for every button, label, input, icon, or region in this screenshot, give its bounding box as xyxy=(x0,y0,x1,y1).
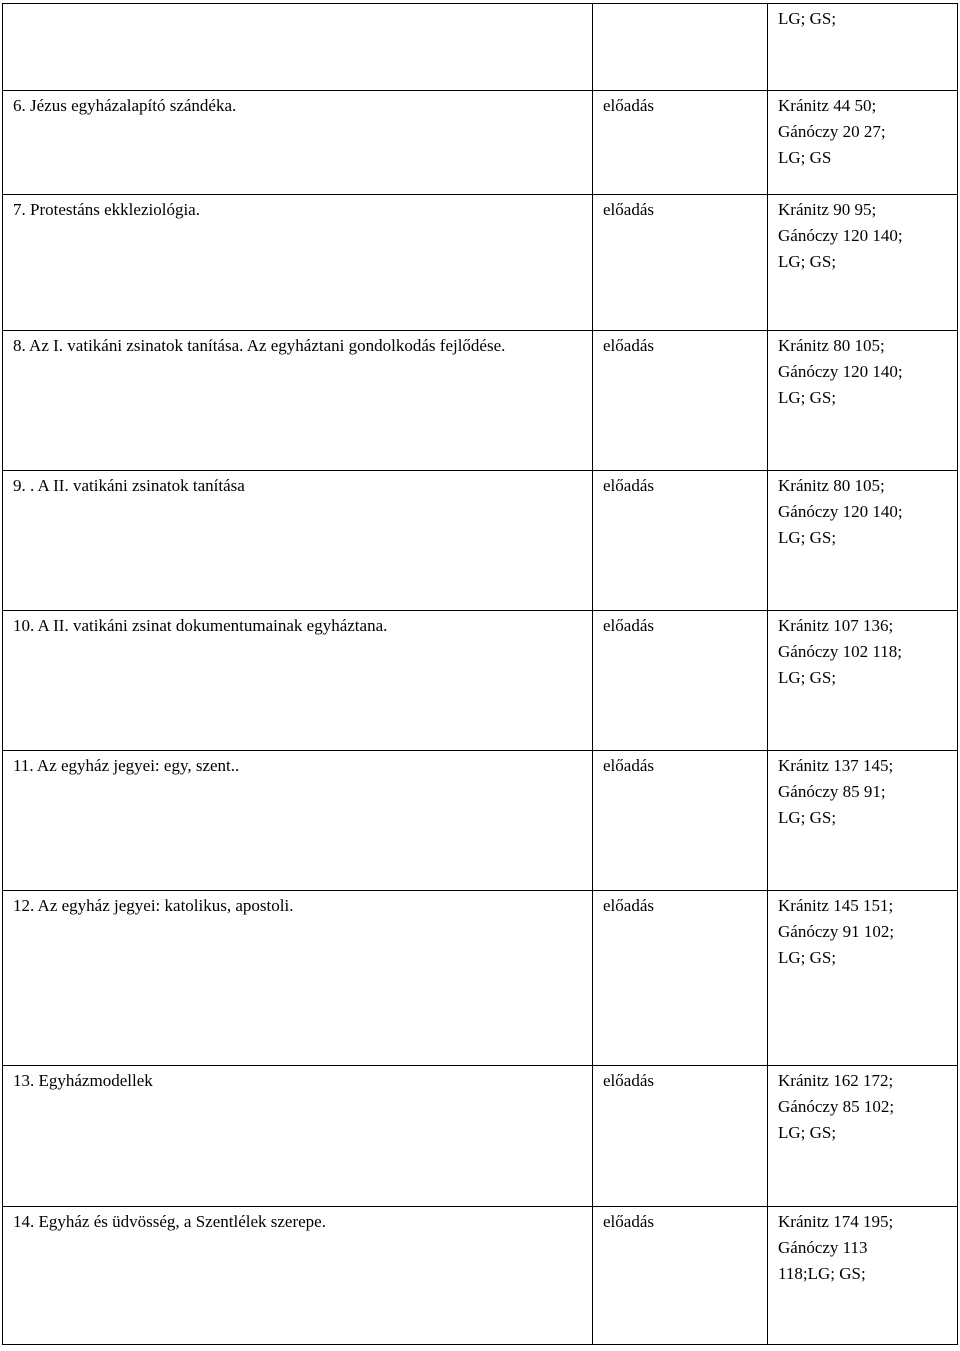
topic-cell xyxy=(3,4,593,91)
topic-text: 10. A II. vatikáni zsinat dokumentumainak egyháztana. xyxy=(13,616,388,635)
table-row xyxy=(3,195,958,331)
literature-cell xyxy=(768,611,958,751)
lecture-type: előadás xyxy=(603,896,654,915)
literature-line: Kránitz 80 105; xyxy=(778,336,885,355)
literature-line: LG; GS xyxy=(778,148,832,167)
literature-line: LG; GS; xyxy=(778,668,837,687)
topic-text: 11. Az egyház jegyei: egy, szent.. xyxy=(13,756,240,775)
literature-line: Gánóczy 85 91; xyxy=(778,782,886,801)
table-row xyxy=(3,1066,958,1207)
table-row xyxy=(3,4,958,91)
type-cell xyxy=(593,1066,768,1207)
table-row xyxy=(3,611,958,751)
literature-line: Gánóczy 113 xyxy=(778,1238,868,1257)
topic-text: 12. Az egyház jegyei: katolikus, apostoli. xyxy=(13,896,294,915)
table-row xyxy=(3,91,958,195)
topic-cell xyxy=(3,1207,593,1345)
type-cell xyxy=(593,471,768,611)
literature-line: Gánóczy 20 27; xyxy=(778,122,886,141)
course-schedule-table xyxy=(2,3,958,1345)
type-cell xyxy=(593,611,768,751)
literature-cell xyxy=(768,195,958,331)
literature-cell xyxy=(768,891,958,1066)
table-row xyxy=(3,331,958,471)
literature-line: Kránitz 137 145; xyxy=(778,756,894,775)
literature-cell xyxy=(768,471,958,611)
topic-cell xyxy=(3,331,593,471)
topic-cell xyxy=(3,471,593,611)
literature-cell xyxy=(768,1066,958,1207)
topic-cell xyxy=(3,1066,593,1207)
literature-line: LG; GS; xyxy=(778,9,837,28)
type-cell xyxy=(593,891,768,1066)
literature-line: LG; GS; xyxy=(778,388,837,407)
literature-line: LG; GS; xyxy=(778,808,837,827)
literature-line: LG; GS; xyxy=(778,948,837,967)
topic-text: 6. Jézus egyházalapító szándéka. xyxy=(13,96,237,115)
literature-line: Gánóczy 120 140; xyxy=(778,226,903,245)
topic-text: 13. Egyházmodellek xyxy=(13,1071,153,1090)
lecture-type: előadás xyxy=(603,200,654,219)
topic-text: 14. Egyház és üdvösség, a Szentlélek szerepe. xyxy=(13,1212,326,1231)
topic-cell xyxy=(3,195,593,331)
topic-cell xyxy=(3,611,593,751)
topic-text: 7. Protestáns ekkleziológia. xyxy=(13,200,200,219)
lecture-type: előadás xyxy=(603,756,654,775)
type-cell xyxy=(593,331,768,471)
type-cell xyxy=(593,91,768,195)
literature-cell xyxy=(768,91,958,195)
lecture-type: előadás xyxy=(603,1071,654,1090)
topic-cell xyxy=(3,91,593,195)
table-row xyxy=(3,471,958,611)
lecture-type: előadás xyxy=(603,476,654,495)
lecture-type: előadás xyxy=(603,1212,654,1231)
literature-cell xyxy=(768,1207,958,1345)
table-row xyxy=(3,751,958,891)
literature-line: Gánóczy 120 140; xyxy=(778,502,903,521)
type-cell xyxy=(593,1207,768,1345)
literature-line: Kránitz 174 195; xyxy=(778,1212,894,1231)
literature-line: LG; GS; xyxy=(778,1123,837,1142)
literature-cell xyxy=(768,751,958,891)
literature-line: Kránitz 145 151; xyxy=(778,896,894,915)
lecture-type: előadás xyxy=(603,96,654,115)
literature-line: Gánóczy 120 140; xyxy=(778,362,903,381)
literature-line: Kránitz 80 105; xyxy=(778,476,885,495)
literature-line: Gánóczy 91 102; xyxy=(778,922,895,941)
lecture-type: előadás xyxy=(603,616,654,635)
literature-line: Gánóczy 85 102; xyxy=(778,1097,895,1116)
topic-cell xyxy=(3,751,593,891)
type-cell xyxy=(593,195,768,331)
literature-line: 118;LG; GS; xyxy=(778,1264,866,1283)
literature-line: Kránitz 107 136; xyxy=(778,616,894,635)
literature-line: Gánóczy 102 118; xyxy=(778,642,903,661)
type-cell xyxy=(593,4,768,91)
literature-line: Kránitz 90 95; xyxy=(778,200,877,219)
literature-line: Kránitz 44 50; xyxy=(778,96,877,115)
table-row xyxy=(3,891,958,1066)
topic-text: 9. . A II. vatikáni zsinatok tanítása xyxy=(13,476,245,495)
literature-line: Kránitz 162 172; xyxy=(778,1071,894,1090)
literature-line: LG; GS; xyxy=(778,528,837,547)
lecture-type: előadás xyxy=(603,336,654,355)
topic-cell xyxy=(3,891,593,1066)
literature-cell xyxy=(768,4,958,91)
topic-text: 8. Az I. vatikáni zsinatok tanítása. Az egyháztani gondolkodás fejlődése. xyxy=(13,336,506,355)
literature-line: LG; GS; xyxy=(778,252,837,271)
literature-cell xyxy=(768,331,958,471)
table-row xyxy=(3,1207,958,1345)
type-cell xyxy=(593,751,768,891)
